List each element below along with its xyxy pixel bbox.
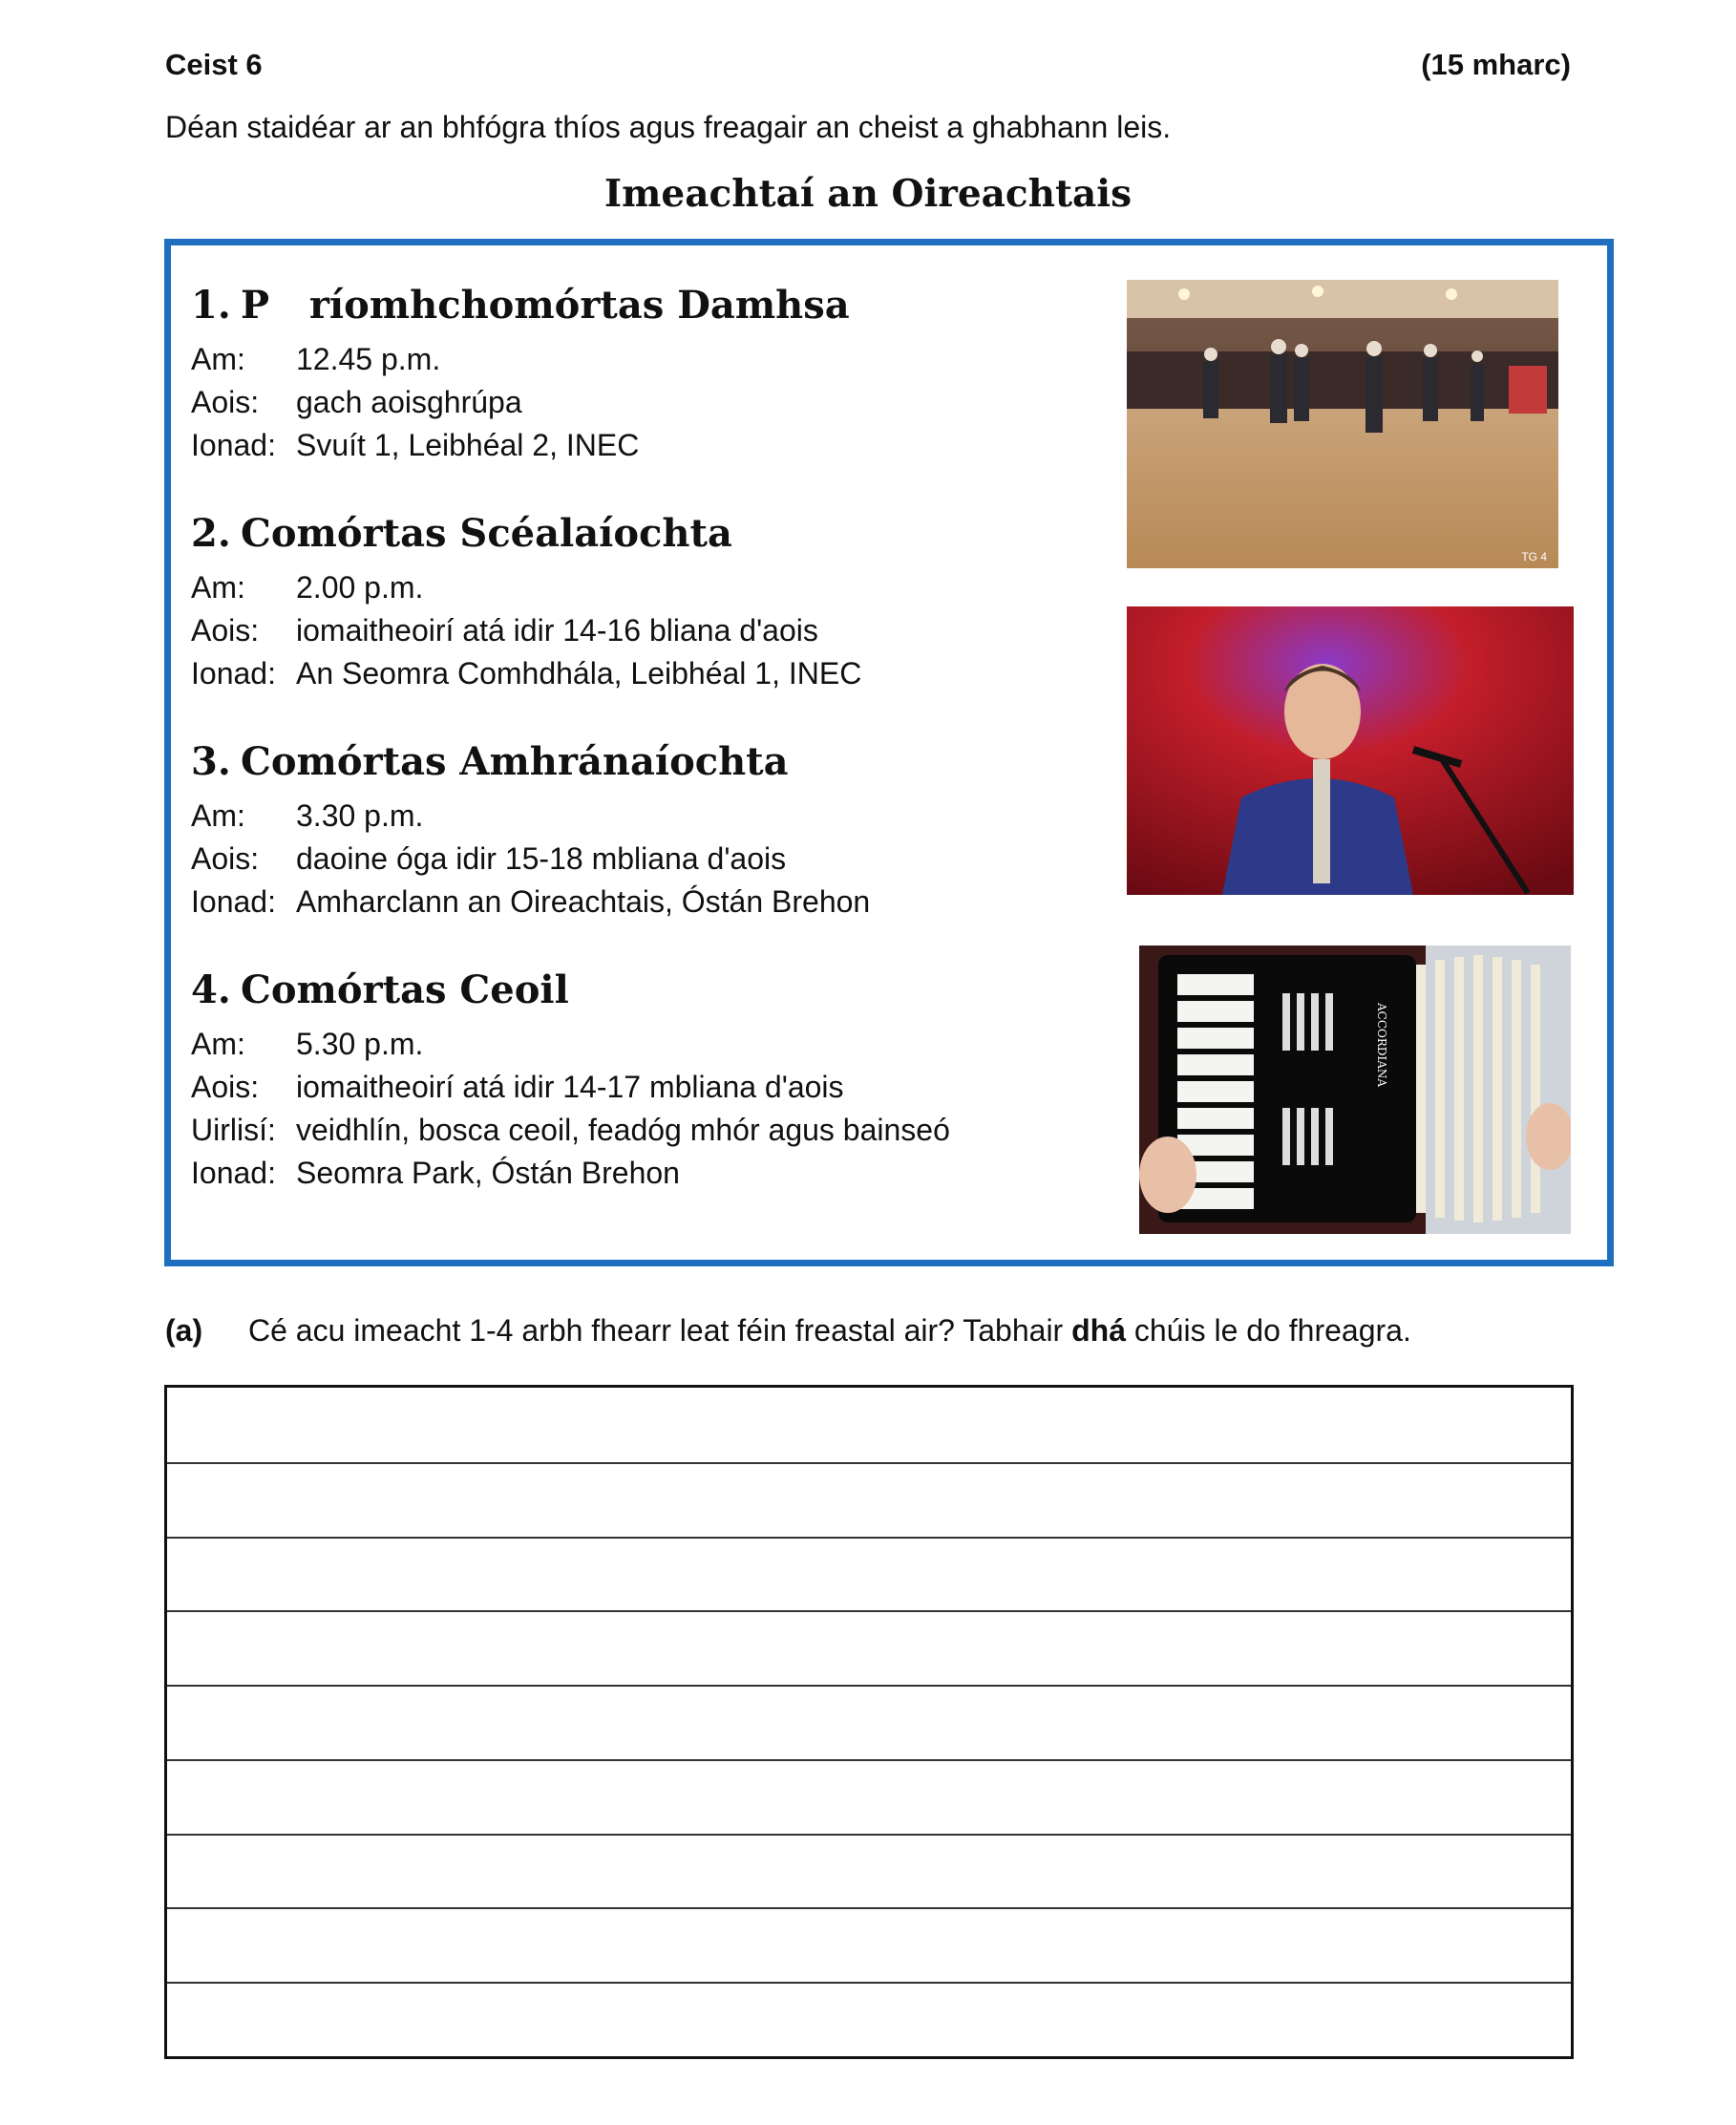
question-number: Ceist 6 [165,48,263,81]
dance-photo [1127,280,1558,568]
accordion-brand-label: ACCORDIANA [1375,1003,1388,1088]
answer-line [167,1982,1571,1984]
answer-line [167,1537,1571,1539]
event-4-name: Comórtas Ceoil [241,967,569,1012]
instruction-text: Déan staidéar ar an bhfógra thíos agus freagair an cheist a ghabhann leis. [165,110,1172,144]
event-4-number: 4. [191,967,231,1012]
event-3-row-venue: Ionad: Amharclann an Oireachtais, Óstán Brehon [191,884,871,919]
event-1-row-age: Aois: gach aoisghrúpa [191,385,522,419]
event-1-number: 1. [191,283,231,328]
event-1-name: P ríomhchomórtas Damhsa [241,283,850,328]
marks-label: (15 mharc) [1421,48,1571,81]
answer-line [167,1759,1571,1761]
event-2-row-age: Aois: iomaitheoirí atá idir 14-16 bliana d'aois [191,613,818,648]
event-2-row-venue: Ionad: An Seomra Comhdhála, Leibhéal 1, INEC [191,656,862,691]
event-4-row-venue: Ionad: Seomra Park, Óstán Brehon [191,1156,680,1190]
singer-photo-graphic [1127,606,1574,895]
event-1-title [191,283,850,328]
event-2-name: Comórtas Scéalaíochta [241,511,732,556]
event-3-row-time: Am: 3.30 p.m. [191,798,424,833]
answer-line [167,1610,1571,1612]
accordion-photo-graphic [1139,946,1571,1234]
answer-line [167,1462,1571,1464]
event-2-number: 2. [191,511,231,556]
event-2-row-time: Am: 2.00 p.m. [191,570,424,605]
answer-line [167,1907,1571,1909]
event-3-name: Comórtas Amhránaíochta [241,739,789,784]
event-1-row-venue: Ionad: Svuít 1, Leibhéal 2, INEC [191,428,640,462]
accordion-photo [1139,946,1571,1234]
event-1-row-time: Am: 12.45 p.m. [191,342,441,376]
event-3-row-age: Aois: daoine óga idir 15-18 mbliana d'aois [191,841,787,876]
event-3-number: 3. [191,739,231,784]
question-a-label: (a) [165,1313,203,1348]
answer-box[interactable] [164,1385,1574,2059]
dance-photo-graphic [1127,280,1558,568]
question-a-text: Cé acu imeacht 1-4 arbh fhearr leat féin freastal air? Tabhair dhá chúis le do fhreagra. [248,1313,1411,1348]
event-4-row-time: Am: 5.30 p.m. [191,1027,424,1061]
event-4-row-instruments: Uirlisí: veidhlín, bosca ceoil, feadóg mhór agus bainseó [191,1113,950,1147]
answer-line [167,1834,1571,1836]
event-3-title [191,739,789,784]
event-4-row-age: Aois: iomaitheoirí atá idir 14-17 mbliana d'aois [191,1070,844,1104]
singer-photo [1127,606,1574,895]
event-2-title [191,511,732,556]
answer-line [167,1685,1571,1687]
event-4-title [191,967,569,1012]
dance-photo-watermark: TG 4 [1521,550,1547,563]
notice-title: Imeachtaí an Oireachtais [603,172,1133,216]
